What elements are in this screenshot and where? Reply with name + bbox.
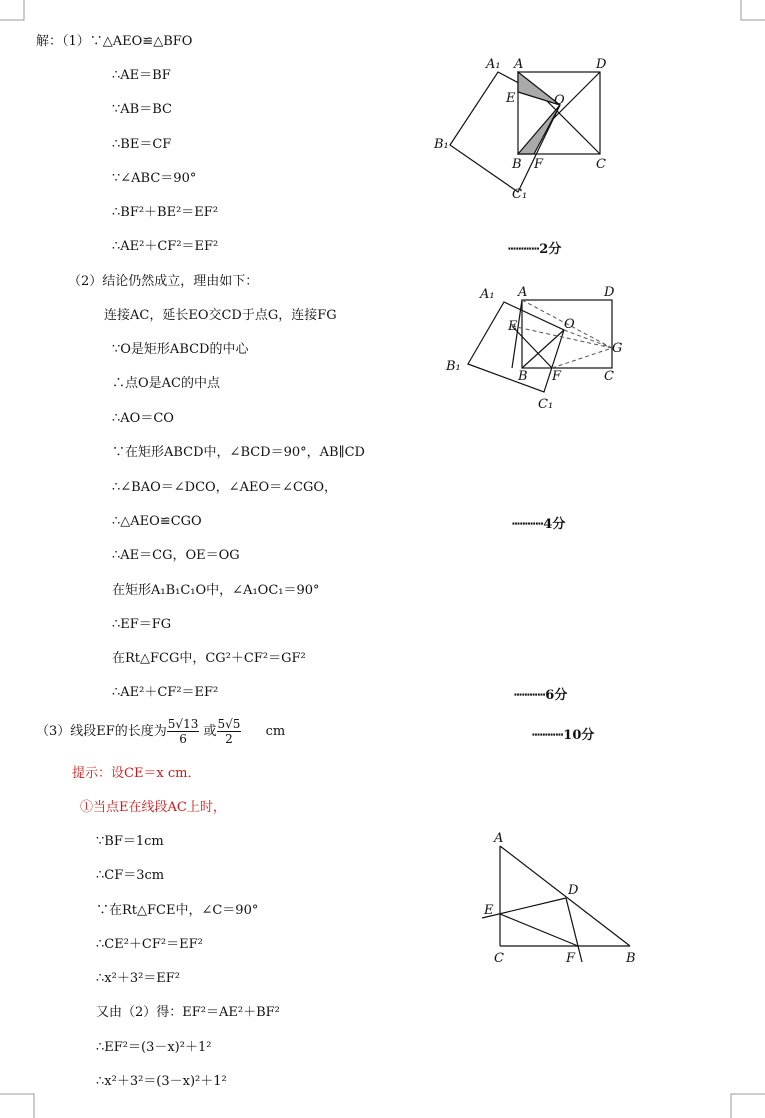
fig1-label-C: C <box>596 157 606 172</box>
fig3-label-E: E <box>484 903 494 918</box>
fig3-label-A: A <box>494 831 504 846</box>
part2-line-6: ∵在矩形ABCD中，∠BCD＝90°，AB∥CD <box>112 445 365 460</box>
part2-line-3: ∵O是矩形ABCD的中心 <box>112 342 249 357</box>
fig2-label-D: D <box>604 285 615 300</box>
part2-line-7: ∴∠BAO＝∠DCO，∠AEO＝∠CGO， <box>112 480 337 495</box>
part3-line-2: ∴CF＝3cm <box>96 868 165 883</box>
part3-answer <box>36 712 285 752</box>
part3-score: ┅┅┅┅10分 <box>532 728 595 743</box>
fig2-label-G: G <box>612 341 623 356</box>
fig1-label-A1: A₁ <box>486 57 501 72</box>
part2-line-1: （2）结论仍然成立，理由如下： <box>68 274 259 289</box>
part3-fraction-2 <box>217 717 242 746</box>
corner-mark-bottom-left <box>0 1088 40 1118</box>
fraction-2-numerator: 5√5 <box>217 717 241 731</box>
part1-line-7: ∴AE²＋CF²＝EF² <box>112 239 219 254</box>
figure-1 <box>430 52 620 202</box>
fig1-label-F: F <box>534 157 544 172</box>
part2-line-9: ∴AE＝CG，OE＝OG <box>112 548 240 563</box>
part3-line-5: ∴x²＋3²＝EF² <box>96 971 181 986</box>
fig2-label-C: C <box>604 369 614 384</box>
part2-line-5: ∴AO＝CO <box>112 411 174 426</box>
part3-fraction-1 <box>167 717 200 746</box>
fig2-label-C1: C₁ <box>538 397 554 412</box>
fig2-label-E: E <box>508 319 518 334</box>
corner-mark-bottom-right <box>725 1088 765 1118</box>
part1-line-4: ∴BE＝CF <box>112 137 172 152</box>
part3-case1: ①当点E在线段AC上时， <box>80 800 226 815</box>
fig1-label-C1: C₁ <box>512 187 528 202</box>
corner-mark-top-right <box>725 0 765 30</box>
part1-line-3: ∵AB＝BC <box>112 102 172 117</box>
fig2-label-B: B <box>518 369 528 384</box>
part3-line-3: ∵在Rt△FCE中，∠C＝90° <box>96 903 259 918</box>
figure-2 <box>440 280 630 420</box>
part2-line-12: 在Rt△FCG中，CG²＋CF²＝GF² <box>112 651 306 666</box>
part2-line-8: ∴△AEO≌CGO <box>112 514 202 529</box>
part3-unit: cm <box>265 724 286 739</box>
part1-score: ┅┅┅┅2分 <box>508 242 562 257</box>
fig1-label-A: A <box>514 57 524 72</box>
fig2-label-O: O <box>564 317 575 332</box>
fig3-label-F: F <box>566 951 576 966</box>
part2-score-1: ┅┅┅┅4分 <box>512 517 566 532</box>
fig1-label-D: D <box>596 57 607 72</box>
part2-line-11: ∴EF＝FG <box>112 617 172 632</box>
part3-line-4: ∴CE²＋CF²＝EF² <box>96 937 203 952</box>
fraction-1-numerator: 5√13 <box>167 717 199 731</box>
part3-line-6: 又由（2）得：EF²＝AE²＋BF² <box>96 1005 280 1020</box>
fig2-label-A1: A₁ <box>480 287 495 302</box>
part2-line-2: 连接AC，延长EO交CD于点G，连接FG <box>104 308 337 323</box>
part3-line-7: ∴EF²＝(3－x)²＋1² <box>96 1040 212 1055</box>
part3-or: 或 <box>203 724 217 739</box>
part3-hint: 提示：设CE＝x cm． <box>72 766 201 781</box>
part2-line-13: ∴AE²＋CF²＝EF² <box>112 685 219 700</box>
part1-line-5: ∵∠ABC＝90° <box>112 171 197 186</box>
part3-prefix: （3）线段EF的长度为 <box>36 724 167 739</box>
fig3-label-B: B <box>626 951 636 966</box>
part3-line-8: ∴x²＋3²＝(3－x)²＋1² <box>96 1074 227 1089</box>
fig1-label-E: E <box>506 91 516 106</box>
part1-line-2: ∴AE＝BF <box>112 68 171 83</box>
part2-line-4: ∴点O是AC的中点 <box>112 376 220 391</box>
part2-score-2: ┅┅┅┅6分 <box>514 688 568 703</box>
corner-mark-top-left <box>0 0 40 30</box>
fig2-label-A: A <box>518 285 528 300</box>
part3-line-1: ∵BF＝1cm <box>96 834 164 849</box>
part2-line-10: 在矩形A₁B₁C₁O中，∠A₁OC₁＝90° <box>112 583 320 598</box>
fraction-1-denominator: 6 <box>179 732 187 746</box>
part1-line-6: ∴BF²＋BE²＝EF² <box>112 205 219 220</box>
fig1-label-B1: B₁ <box>434 137 449 152</box>
fig2-label-F: F <box>552 369 562 384</box>
fig3-label-C: C <box>494 951 504 966</box>
fig3-label-D: D <box>568 883 579 898</box>
figure-3 <box>470 826 650 976</box>
fraction-2-denominator: 2 <box>225 732 233 746</box>
part1-line-1: 解：（1）∵△AEO≌△BFO <box>36 34 193 49</box>
fig1-label-B: B <box>512 157 522 172</box>
fig2-label-B1: B₁ <box>446 359 461 374</box>
fig1-label-O: O <box>554 93 565 108</box>
